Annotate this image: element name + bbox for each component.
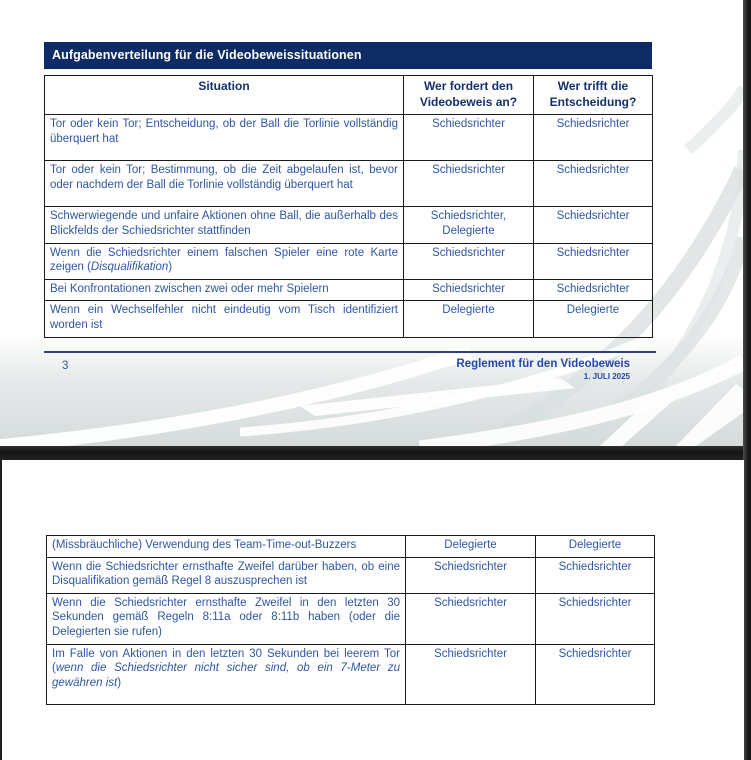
situation-cell: Tor oder kein Tor; Entscheidung, ob der Ball die Torlinie vollständig überquert hat xyxy=(45,115,404,161)
requester-cell: Schiedsrichter, Delegierte xyxy=(404,207,534,243)
table-row xyxy=(47,557,655,593)
footer-doc-title: Reglement für den Videobeweis xyxy=(456,358,630,370)
viewer-background-right-edge xyxy=(743,0,751,760)
decider-cell: Schiedsrichter xyxy=(534,279,653,301)
decider-cell: Schiedsrichter xyxy=(534,115,653,161)
table-body-page1 xyxy=(45,115,653,338)
situation-cell: Wenn die Schiedsrichter ernsthafte Zweifel in den letzten 30 Sekunden gemäß Regeln 8:11a oder 8:11b haben (oder die Delegierten sie rufen) xyxy=(47,593,406,644)
table-row xyxy=(47,593,655,644)
situation-cell: Tor oder kein Tor; Bestimmung, ob die Zeit abgelaufen ist, bevor oder nachdem der Ball die Torlinie vollständig überquert hat xyxy=(45,161,404,207)
table-title: Aufgabenverteilung für die Videobeweissituationen xyxy=(52,48,362,62)
footer-rule xyxy=(44,351,656,353)
page-separator xyxy=(0,446,744,460)
decider-cell: Schiedsrichter xyxy=(536,593,655,644)
situation-cell: Wenn die Schiedsrichter ernsthafte Zweifel darüber haben, ob eine Disqualifikation gemäß Regel 8 auszusprechen ist xyxy=(47,557,406,593)
situation-cell: Wenn die Schiedsrichter einem falschen Spieler eine rote Karte zeigen (Disqualifikation) xyxy=(45,243,404,279)
table-row xyxy=(45,301,653,337)
requester-cell: Schiedsrichter xyxy=(404,115,534,161)
footer-doc-date: 1. JULI 2025 xyxy=(583,372,630,381)
requester-cell: Schiedsrichter xyxy=(404,279,534,301)
header-situation: Situation xyxy=(45,76,404,115)
table-row xyxy=(47,536,655,558)
decider-cell: Schiedsrichter xyxy=(534,207,653,243)
table-row xyxy=(45,279,653,301)
video-evidence-table-page2 xyxy=(46,535,655,705)
situation-cell: Schwerwiegende und unfaire Aktionen ohne Ball, die außerhalb des Blickfelds der Schiedsrichter stattfinden xyxy=(45,207,404,243)
table-row xyxy=(47,644,655,705)
requester-cell: Delegierte xyxy=(406,536,536,558)
requester-cell: Schiedsrichter xyxy=(406,593,536,644)
situation-cell: Bei Konfrontationen zwischen zwei oder mehr Spielern xyxy=(45,279,404,301)
decider-cell: Schiedsrichter xyxy=(536,644,655,705)
decider-cell: Schiedsrichter xyxy=(536,557,655,593)
table-body-page2 xyxy=(47,536,655,705)
header-requester: Wer fordert den Videobeweis an? xyxy=(404,76,534,115)
table-row xyxy=(45,243,653,279)
decider-cell: Delegierte xyxy=(536,536,655,558)
video-evidence-table-page1 xyxy=(44,75,653,338)
situation-cell: Im Falle von Aktionen in den letzten 30 Sekunden bei leerem Tor (wenn die Schiedsrichter nicht sicher sind, ob ein 7-Meter zu gewähren ist) xyxy=(47,644,406,705)
page-2 xyxy=(2,460,744,760)
requester-cell: Schiedsrichter xyxy=(406,644,536,705)
table-row xyxy=(45,207,653,243)
requester-cell: Schiedsrichter xyxy=(404,243,534,279)
decider-cell: Delegierte xyxy=(534,301,653,337)
situation-cell: Wenn ein Wechselfehler nicht eindeutig vom Tisch identifiziert worden ist xyxy=(45,301,404,337)
page-number: 3 xyxy=(62,360,69,372)
decider-cell: Schiedsrichter xyxy=(534,161,653,207)
table-row xyxy=(45,115,653,161)
footer-right-block xyxy=(456,358,630,381)
table-title-bar xyxy=(44,42,652,69)
table-header-row xyxy=(45,76,653,115)
situation-cell: (Missbräuchliche) Verwendung des Team-Time-out-Buzzers xyxy=(47,536,406,558)
header-decider: Wer trifft die Entscheidung? xyxy=(534,76,653,115)
table-row xyxy=(45,161,653,207)
requester-cell: Schiedsrichter xyxy=(404,161,534,207)
decider-cell: Schiedsrichter xyxy=(534,243,653,279)
requester-cell: Schiedsrichter xyxy=(406,557,536,593)
requester-cell: Delegierte xyxy=(404,301,534,337)
